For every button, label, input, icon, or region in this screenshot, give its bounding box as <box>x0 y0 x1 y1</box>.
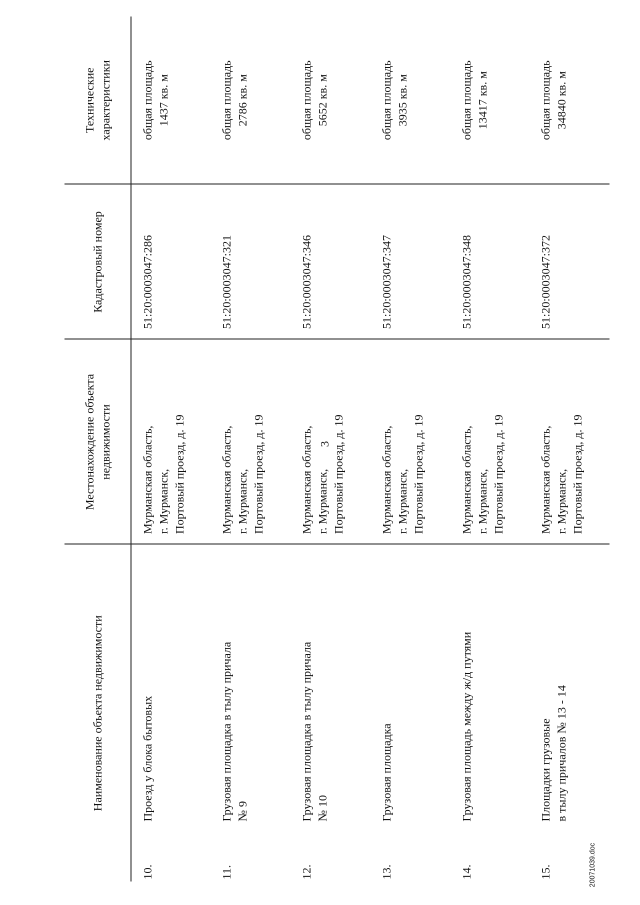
table-row <box>370 17 450 882</box>
tech-line: 34840 кв. м <box>554 71 569 130</box>
cadastral-number: 51:20:0003047:348 <box>450 185 530 340</box>
location-line: Мурманская область, <box>459 425 473 534</box>
object-name-line: в тылу причалов № 13 - 14 <box>554 685 569 822</box>
tech-line: общая площадь <box>459 60 473 141</box>
table-row <box>291 17 371 882</box>
cadastral-number: 51:20:0003047:321 <box>211 185 291 340</box>
location-line: Портовый проезд, д. 19 <box>251 414 266 534</box>
object-location <box>211 340 291 545</box>
row-number: 12. <box>299 864 314 880</box>
row-number: 15. <box>538 864 553 880</box>
tech-line: 2786 кв. м <box>235 74 250 127</box>
table-row <box>211 17 291 882</box>
object-location <box>370 340 450 545</box>
object-name <box>291 545 371 832</box>
object-location <box>131 340 211 545</box>
row-number: 10. <box>140 864 155 880</box>
document-code: 20071039.doc <box>589 842 597 888</box>
technical-characteristics <box>211 17 291 185</box>
header-location-line: недвижимости <box>98 404 113 480</box>
location-line: Мурманская область, <box>379 425 394 534</box>
tech-line: общая площадь <box>379 60 394 141</box>
table-row <box>131 17 211 882</box>
object-name <box>211 545 291 832</box>
location-line: г. Мурманск, <box>315 468 330 534</box>
header-location <box>65 340 132 545</box>
object-name-line: Грузовая площадь между ж/д путями <box>459 631 473 822</box>
location-line: Мурманская область, <box>219 425 234 534</box>
location-line: Портовый проезд, д. 19 <box>411 414 426 534</box>
location-line: г. Мурманск, <box>475 468 489 534</box>
cadastral-number: 51:20:0003047:286 <box>131 185 211 340</box>
header-name: Наименование объекта недвижимости <box>65 545 132 882</box>
object-name <box>450 545 530 832</box>
location-line: Портовый проезд, д. 19 <box>570 414 585 534</box>
header-tech-line: характеристики <box>98 60 113 141</box>
location-line: Портовый проезд, д. 19 <box>491 414 505 534</box>
object-location <box>291 340 371 545</box>
location-line: г. Мурманск, <box>235 468 250 534</box>
object-name-line: № 9 <box>235 801 250 822</box>
object-name-line: Проезд у блока бытовых <box>140 695 155 822</box>
object-name <box>530 545 610 832</box>
tech-line: 13417 кв. м <box>475 71 489 130</box>
location-line: Портовый проезд, д. 19 <box>331 414 346 534</box>
header-cadastral: Кадастровый номер <box>65 185 132 340</box>
cadastral-number: 51:20:0003047:372 <box>530 185 610 340</box>
row-number: 11. <box>219 864 234 880</box>
cadastral-number: 51:20:0003047:347 <box>370 185 450 340</box>
header-location-line: Местонахождение объекта <box>82 373 97 511</box>
header-tech-line: Технические <box>82 67 97 133</box>
object-name-line: № 10 <box>315 795 330 822</box>
tech-line: общая площадь <box>219 60 234 141</box>
page-number: 3 <box>317 441 332 447</box>
object-name <box>370 545 450 832</box>
location-line: Портовый проезд, д. 19 <box>172 414 187 534</box>
location-line: г. Мурманск, <box>395 468 410 534</box>
object-name-line: Грузовая площадка в тылу причала <box>299 641 314 822</box>
technical-characteristics <box>370 17 450 185</box>
tech-line: общая площадь <box>140 60 155 141</box>
header-tech <box>65 17 132 185</box>
object-name <box>131 545 211 832</box>
location-line: г. Мурманск, <box>156 468 171 534</box>
tech-line: 3935 кв. м <box>395 74 410 127</box>
location-line: Мурманская область, <box>140 425 155 534</box>
property-table <box>65 17 610 882</box>
row-number: 13. <box>379 864 394 880</box>
object-location <box>530 340 610 545</box>
object-name-line: Площадки грузовые <box>538 718 553 822</box>
object-name-line: Грузовая площадка в тылу причала <box>219 641 234 822</box>
technical-characteristics <box>450 17 530 185</box>
location-line: г. Мурманск, <box>554 468 569 534</box>
location-line: Мурманская область, <box>299 425 314 534</box>
tech-line: 1437 кв. м <box>156 74 171 127</box>
table-row <box>450 17 530 882</box>
cadastral-number: 51:20:0003047:346 <box>291 185 371 340</box>
table-header-row <box>65 17 132 882</box>
row-number: 14. <box>459 864 473 880</box>
table-row <box>530 17 610 882</box>
technical-characteristics <box>131 17 211 185</box>
tech-line: 5652 кв. м <box>315 74 330 127</box>
object-location <box>450 340 530 545</box>
tech-line: общая площадь <box>538 60 553 141</box>
location-line: Мурманская область, <box>538 425 553 534</box>
technical-characteristics <box>530 17 610 185</box>
object-name-line: Грузовая площадка <box>379 723 394 822</box>
property-table-container <box>65 17 610 882</box>
technical-characteristics <box>291 17 371 185</box>
tech-line: общая площадь <box>299 60 314 141</box>
